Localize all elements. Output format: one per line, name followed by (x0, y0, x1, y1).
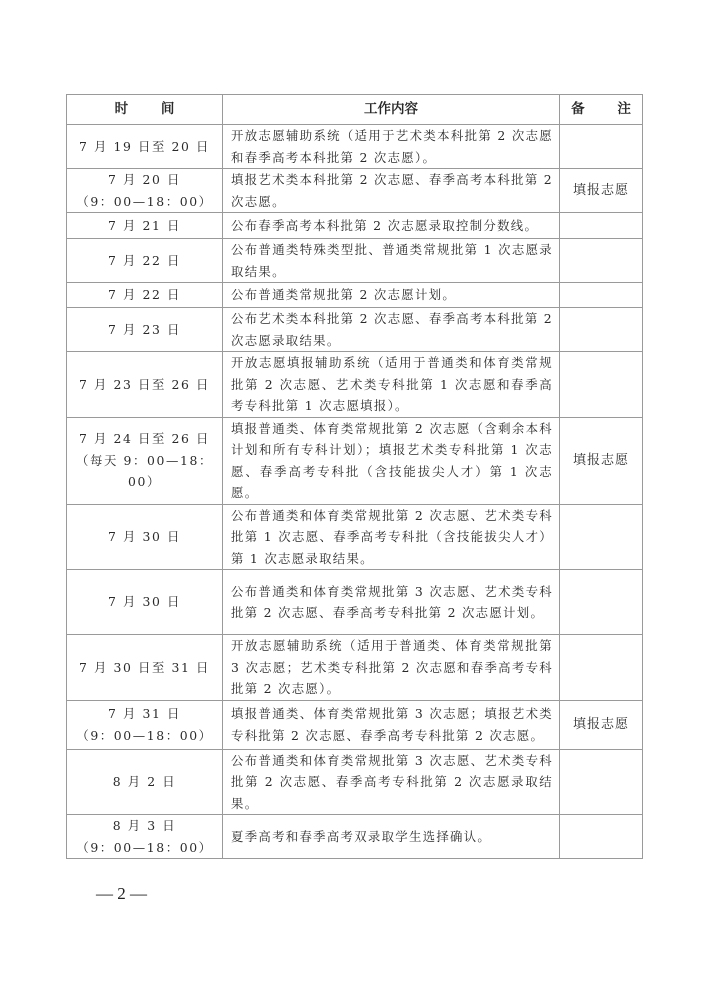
table-row (67, 213, 643, 239)
note-cell (560, 352, 643, 418)
note-cell (560, 308, 643, 352)
work-content-cell: 公布普通类和体育类常规批第 3 次志愿、艺术类专科批第 2 次志愿、春季高考专科批第 2 次志愿计划。 (223, 570, 560, 635)
time-text: 7 月 23 日至 26 日 (78, 376, 211, 392)
time-cell (67, 504, 223, 570)
note-cell (560, 749, 643, 815)
work-content-cell: 公布艺术类本科批第 2 次志愿、春季高考本科批第 2 次志愿录取结果。 (223, 308, 560, 352)
note-cell (560, 283, 643, 308)
work-content-cell: 开放志愿辅助系统（适用于普通类、体育类常规批第 3 次志愿；艺术类专科批第 2 次志愿和春季高考专科批第 2 次志愿）。 (223, 635, 560, 701)
table-header-row (67, 95, 643, 125)
time-text: 8 月 2 日 (112, 774, 177, 789)
time-text: （9：00—18：00） (76, 839, 213, 855)
time-text: 7 月 22 日 (107, 287, 182, 303)
time-text: 7 月 19 日至 20 日 (78, 138, 211, 154)
work-content-cell: 夏季高考和春季高考双录取学生选择确认。 (223, 815, 560, 859)
note-cell: 填报志愿 (560, 169, 643, 213)
time-text: （每天 9：00—18：00） (76, 452, 213, 490)
table-row (67, 125, 643, 169)
table-row (67, 352, 643, 418)
time-cell (67, 570, 223, 635)
work-content-cell: 开放志愿填报辅助系统（适用于普通类和体育类常规批第 2 次志愿、艺术类专科批第 1 次志愿和春季高考专科批第 1 次志愿填报）。 (223, 352, 560, 418)
time-cell (67, 283, 223, 308)
work-content-cell: 公布春季高考本科批第 2 次志愿录取控制分数线。 (223, 213, 560, 239)
admission-schedule-table (66, 94, 643, 859)
time-cell (67, 749, 223, 815)
table-row (67, 635, 643, 701)
time-text: 7 月 31 日 (107, 706, 182, 721)
table-row (67, 815, 643, 859)
time-cell (67, 635, 223, 701)
note-cell (560, 635, 643, 701)
time-cell (67, 352, 223, 418)
work-content-cell: 公布普通类和体育类常规批第 3 次志愿、艺术类专科批第 2 次志愿、春季高考专科批第 2 次志愿录取结果。 (223, 749, 560, 815)
table-row (67, 700, 643, 749)
note-cell (560, 125, 643, 169)
time-cell (67, 308, 223, 352)
table-row (67, 749, 643, 815)
work-content-cell: 公布普通类和体育类常规批第 2 次志愿、艺术类专科批第 1 次志愿、春季高考专科批（含技能拔尖人才）第 1 次志愿录取结果。 (223, 504, 560, 570)
time-text: 7 月 21 日 (107, 217, 182, 233)
time-cell (67, 169, 223, 213)
work-content-cell: 公布普通类常规批第 2 次志愿计划。 (223, 283, 560, 308)
note-cell (560, 815, 643, 859)
time-text: 7 月 20 日 (107, 172, 182, 187)
header-work-content: 工作内容 (223, 95, 560, 125)
time-cell (67, 213, 223, 239)
work-content-cell: 开放志愿辅助系统（适用于艺术类本科批第 2 次志愿和春季高考本科批第 2 次志愿）。 (223, 125, 560, 169)
table-row (67, 417, 643, 504)
note-cell (560, 570, 643, 635)
time-text: 7 月 22 日 (107, 252, 182, 268)
note-cell (560, 504, 643, 570)
time-cell (67, 125, 223, 169)
time-cell (67, 239, 223, 283)
page-number: — 2 — (96, 884, 147, 903)
work-content-cell: 填报普通类、体育类常规批第 2 次志愿（含剩余本科计划和所有专科计划）；填报艺术类专科批第 1 次志愿、春季高考专科批（含技能拔尖人才）第 1 次志愿。 (223, 417, 560, 504)
note-cell: 填报志愿 (560, 700, 643, 749)
time-cell (67, 417, 223, 504)
time-text: 7 月 30 日 (107, 529, 182, 544)
table-row (67, 239, 643, 283)
work-content-cell: 填报普通类、体育类常规批第 3 次志愿；填报艺术类专科批第 2 次志愿、春季高考专科批第 2 次志愿。 (223, 700, 560, 749)
time-text: （9：00—18：00） (76, 727, 213, 743)
time-text: 7 月 23 日 (107, 321, 182, 337)
note-cell (560, 213, 643, 239)
work-content-cell: 填报艺术类本科批第 2 次志愿、春季高考本科批第 2 次志愿。 (223, 169, 560, 213)
table-row (67, 308, 643, 352)
table-row (67, 169, 643, 213)
table-row (67, 570, 643, 635)
time-text: 7 月 30 日 (107, 594, 182, 610)
time-text: （9：00—18：00） (76, 193, 213, 209)
note-cell (560, 239, 643, 283)
time-text: 7 月 24 日至 26 日 (78, 431, 211, 447)
header-time: 时 间 (67, 95, 223, 125)
time-cell (67, 700, 223, 749)
table-row (67, 504, 643, 570)
time-text: 7 月 30 日至 31 日 (78, 659, 211, 675)
time-cell (67, 815, 223, 859)
time-text: 8 月 3 日 (112, 818, 177, 833)
note-cell: 填报志愿 (560, 417, 643, 504)
work-content-cell: 公布普通类特殊类型批、普通类常规批第 1 次志愿录取结果。 (223, 239, 560, 283)
header-note: 备 注 (560, 95, 643, 125)
table-row (67, 283, 643, 308)
